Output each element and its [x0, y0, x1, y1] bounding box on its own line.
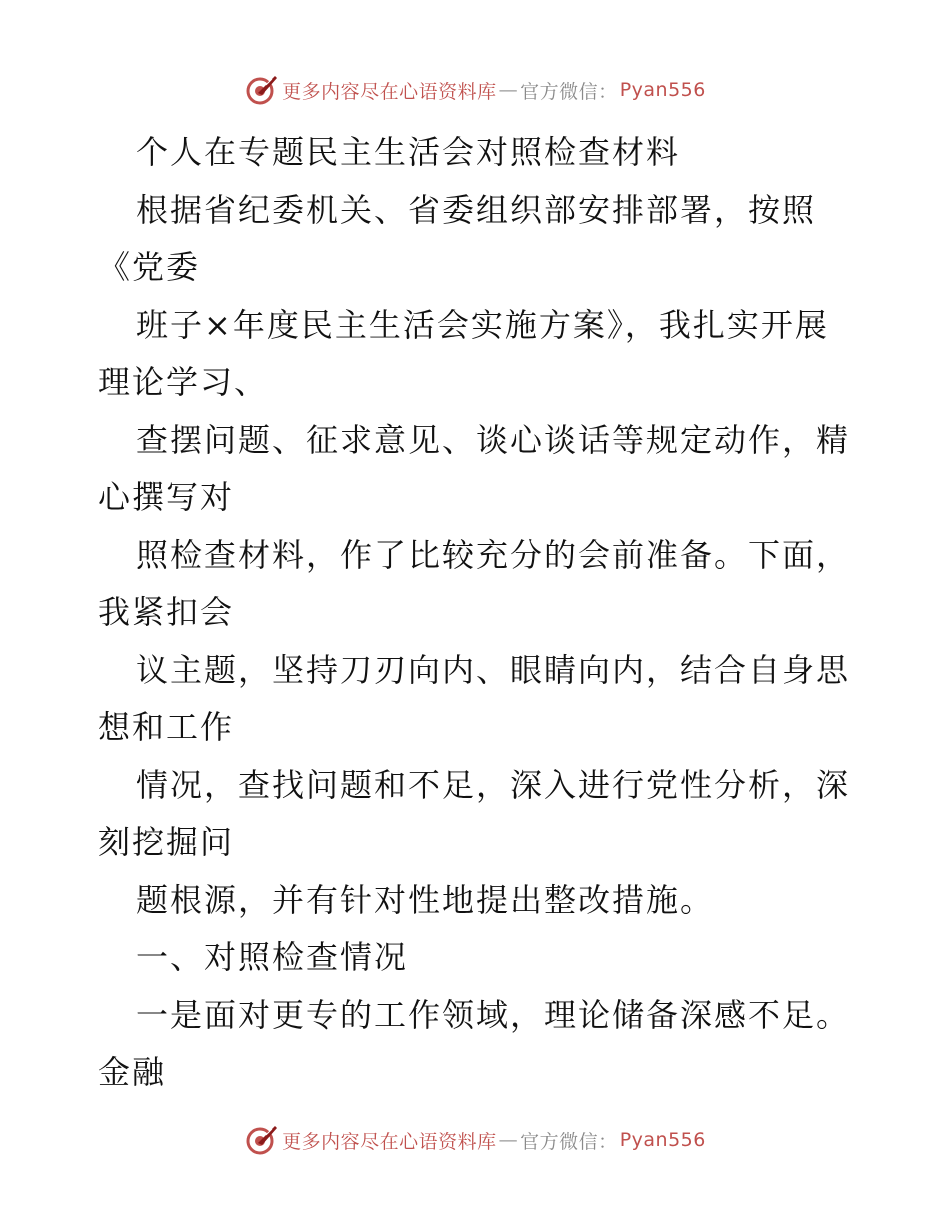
document-title: 个人在专题民主生活会对照检查材料 — [136, 133, 681, 171]
watermark-id: Pyan556 — [619, 79, 706, 101]
text-line: 一是面对更专的工作领域，理论储备深感不足。 — [136, 995, 851, 1034]
text-line: 根据省纪委机关、省委组织部安排部署，按照 — [136, 190, 817, 229]
watermark-dash: — — [498, 1129, 519, 1151]
text-line: 议主题，坚持刀刃向内、眼睛向内，结合自身思 — [136, 650, 851, 689]
text-line: 理论学习、 — [98, 363, 269, 401]
watermark-brand: 更多内容尽在心语资料库 — [282, 1130, 497, 1153]
text-line: 《党委 — [98, 248, 201, 286]
text-line: 查摆问题、征求意见、谈心谈话等规定动作，精 — [136, 420, 851, 459]
header-watermark — [0, 72, 950, 108]
text-line: 想和工作 — [98, 708, 235, 746]
quill-logo-icon — [244, 73, 278, 107]
watermark-label: 官方微信： — [520, 1130, 618, 1153]
text-line: 刻挖掘问 — [98, 823, 235, 861]
document-body — [98, 124, 858, 1102]
text-line: 班子×年度民主生活会实施方案》，我扎实开展 — [136, 305, 829, 344]
text-line: 心撰写对 — [98, 478, 235, 516]
text-line: 我紧扣会 — [98, 593, 235, 631]
watermark-brand: 更多内容尽在心语资料库 — [282, 80, 497, 103]
footer-watermark — [0, 1122, 950, 1158]
text-line: 照检查材料，作了比较充分的会前准备。下面， — [136, 535, 851, 574]
quill-logo-icon — [244, 1123, 278, 1157]
section-heading: 一、对照检查情况 — [136, 938, 409, 976]
text-line: 题根源，并有针对性地提出整改措施。 — [136, 880, 715, 919]
text-line: 金融 — [98, 1053, 167, 1091]
watermark-id: Pyan556 — [619, 1129, 706, 1151]
watermark-dash: — — [498, 79, 519, 101]
text-line: 情况，查找问题和不足，深入进行党性分析，深 — [136, 765, 851, 804]
watermark-label: 官方微信： — [520, 80, 618, 103]
